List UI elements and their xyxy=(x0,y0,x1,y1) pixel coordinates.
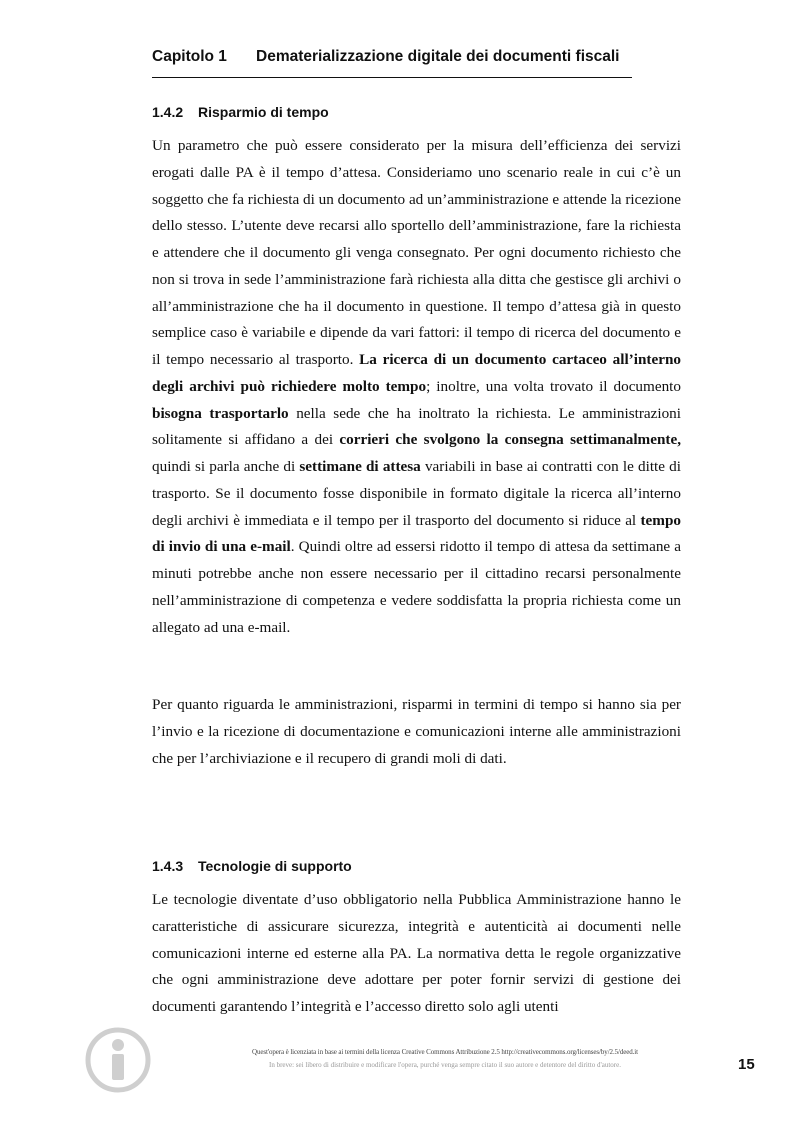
section-heading-1-4-2 xyxy=(152,104,329,120)
section-number: 1.4.2 xyxy=(152,104,184,120)
text-run: . Quindi oltre ad essersi ridotto il tempo di attesa da settimane a minuti potrebbe anche non essere necessario per il cittadino recarsi personalmente nell’amministrazione di competenza e vedere soddisfatta la propria richiesta come un allegato ad una e-mail. xyxy=(152,538,681,636)
page-number: 15 xyxy=(738,1056,755,1073)
section-title: Risparmio di tempo xyxy=(198,104,329,120)
emphasis-text: settimane di attesa xyxy=(299,458,421,475)
license-text: Quest'opera è licenziata in base ai termini della licenza Creative Commons Attribuzione 2.5 http://creativecommons.org/licenses/by/2.5/deed.it xyxy=(251,1048,638,1056)
emphasis-text: bisogna trasportarlo xyxy=(152,404,289,422)
chapter-number: Capitolo 1 xyxy=(152,48,227,65)
text-run: Un parametro che può essere considerato per la misura dell’efficienza dei servizi erogati dalle PA è il tempo d’attesa. Consideriamo uno scenario reale in cui c’è un soggetto che fa richiesta di un documento ad un’amministrazione e attende la ricezione dello stesso. L’utente deve recarsi allo sportello dell’amministrazione, fare la richiesta e attendere che il documento gli venga consegnato. Per ogni documento richiesto che non si trova in sede l’amministrazione farà richiesta alla ditta che gestisce gli archivi o all’amministrazione che ha il documento in questione. Il tempo d’attesa già in questo semplice caso è variabile e dipende da vari fattori: il tempo di ricerca del documento e il tempo necessario al trasporto. xyxy=(152,137,681,368)
text-run: ; inoltre, una volta trovato il documento xyxy=(426,377,681,395)
emphasis-text: tempo di invio di una e-mail xyxy=(152,511,681,556)
chapter-title: Dematerializzazione digitale dei documenti fiscali xyxy=(256,48,620,65)
emphasis-text: La ricerca di un documento cartaceo all’interno degli archivi può richiedere molto tempo xyxy=(152,351,681,395)
section-number: 1.4.3 xyxy=(152,858,184,874)
paragraph-time-saving xyxy=(152,133,681,641)
paragraph-technologies: Le tecnologie diventate d’uso obbligatorio nella Pubblica Amministrazione hanno le caratteristiche di assicurare sicurezza, integrità e autenticità ai documenti nelle comunicazioni interne ed esterne alla PA. La normativa detta le regole organizzative che ogni amministrazione deve adottare per poter fornir servizi di gestione dei documenti garantendo l’integrità e l’accesso diretto solo agli utenti xyxy=(152,891,681,1015)
text-run: variabili in base ai contratti con le ditte di trasporto. Se il documento fosse disponibile in formato digitale la ricerca all’interno degli archivi è immediata e il tempo per il trasporto del documento si riduce al xyxy=(152,458,681,529)
license-summary: In breve: sei libero di distribuire e modificare l'opera, purché venga sempre citato il suo autore e detentore del diritto d'autore. xyxy=(268,1061,621,1069)
section-heading-1-4-3 xyxy=(152,858,352,874)
chapter-header xyxy=(152,48,632,78)
section-title: Tecnologie di supporto xyxy=(198,858,352,874)
paragraph-administrations: Per quanto riguarda le amministrazioni, risparmi in termini di tempo si hanno sia per l’invio e la ricezione di documentazione e comunicazioni interne alle amministrazioni che per l’archiviazione e il recupero di grandi moli di dati. xyxy=(152,696,681,767)
text-run: quindi si parla anche di xyxy=(152,458,300,475)
text-run: nella sede che ha inoltrato la richiesta. Le amministrazioni solitamente si affidano a dei xyxy=(152,404,681,449)
info-person-icon xyxy=(85,1027,151,1093)
emphasis-text: corrieri che svolgono la consegna settimanalmente, xyxy=(339,431,681,449)
